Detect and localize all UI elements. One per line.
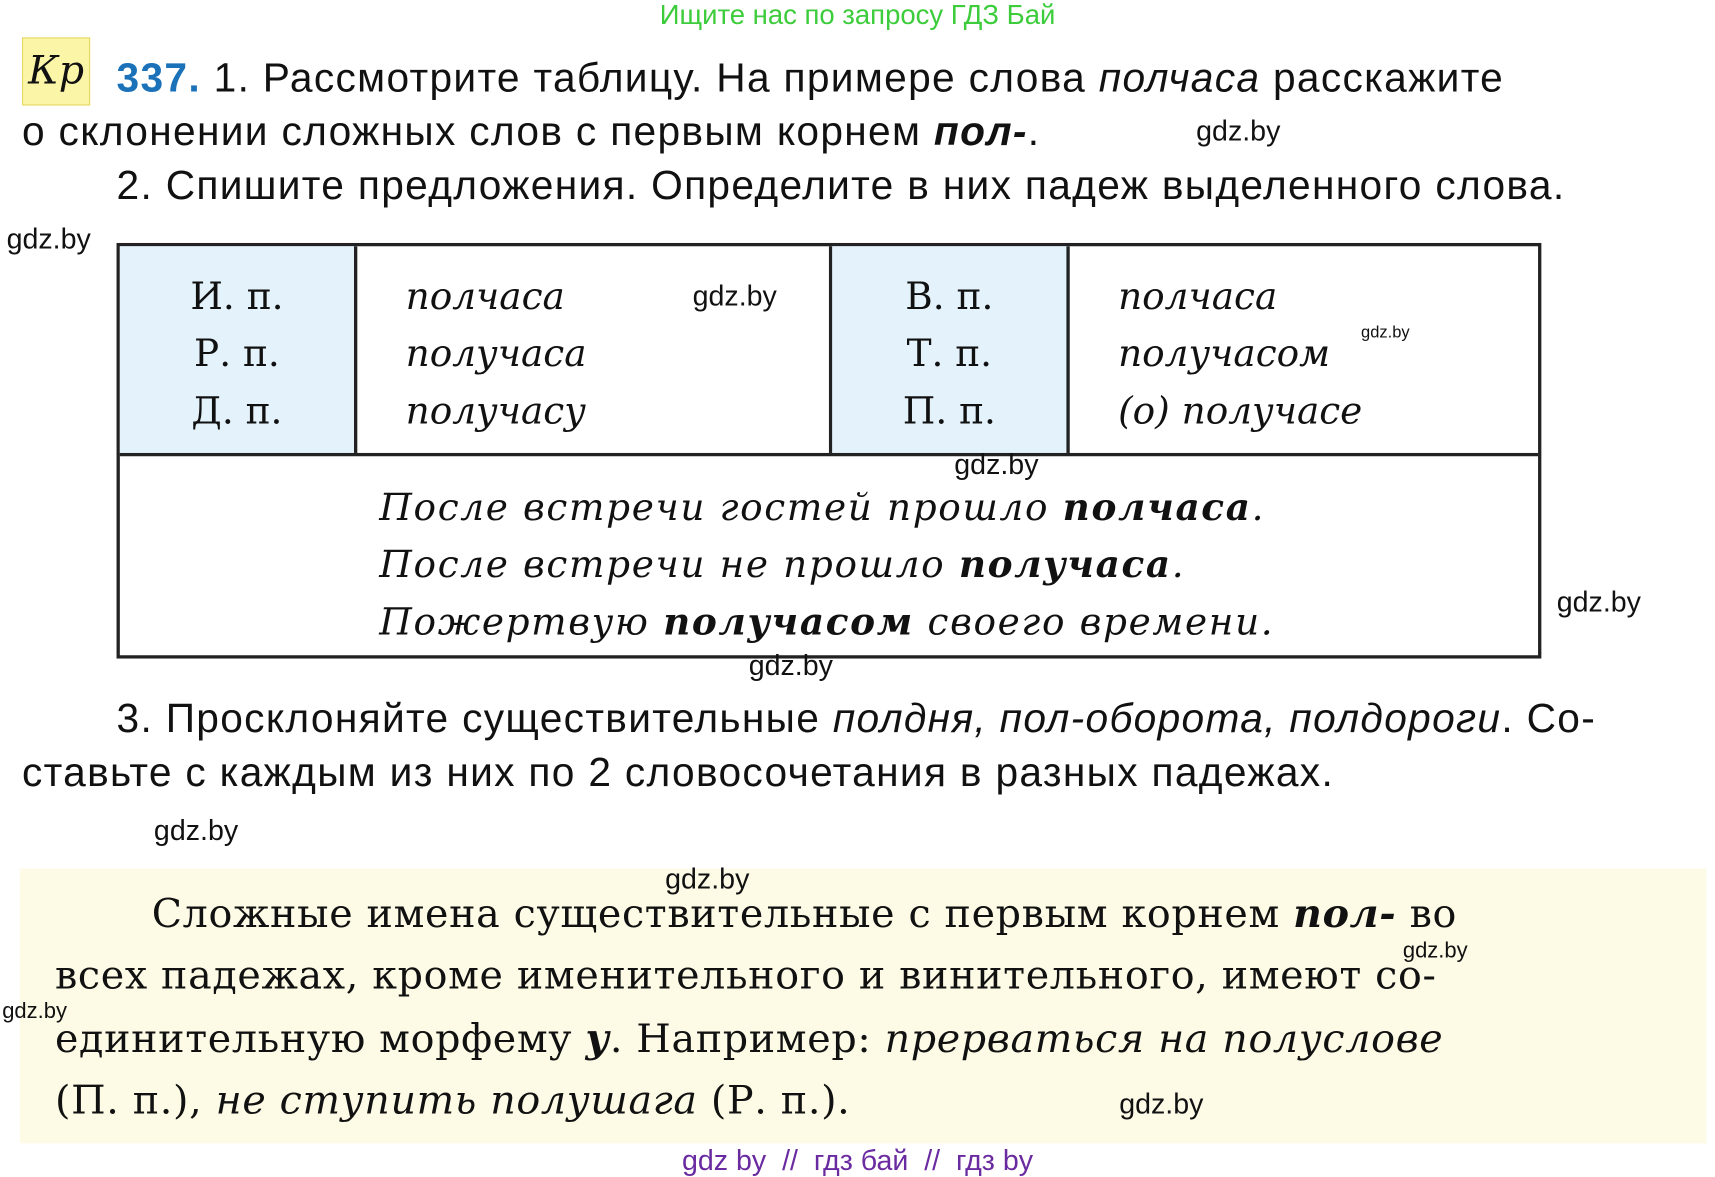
text: 1. Рассмотрите таблицу. На примере слова	[213, 54, 1099, 101]
sentence: Пожертвую получасом своего времени.	[379, 600, 1275, 645]
exercise-number: 337.	[116, 54, 202, 101]
rule-line: всех падежах, кроме именительного и винительного, имеют со-	[54, 953, 1437, 999]
text: расскажите	[1260, 54, 1505, 101]
watermark: gdz.by	[954, 447, 1039, 481]
form: получаса	[405, 332, 587, 376]
example-sentences	[379, 479, 1274, 651]
form: полчаса	[1118, 274, 1278, 319]
forms-left	[357, 246, 832, 453]
watermark: gdz.by	[665, 861, 750, 895]
rule-line: единительную морфему у. Например: прерваться на полуслове	[54, 1015, 1444, 1063]
watermark: gdz.by	[748, 648, 833, 682]
task2: 2. Спишите предложения. Определите в них падеж выделенного слова.	[116, 162, 1566, 208]
sentence: После встречи гостей прошло полчаса.	[379, 485, 1266, 530]
watermark: gdz.by	[153, 813, 239, 847]
search-banner: Ищите нас по запросу ГДЗ Бай	[659, 0, 1056, 31]
footer-watermark: gdz by // гдз бай // гдз by	[682, 1143, 1034, 1177]
cases-left	[120, 246, 357, 453]
watermark: gdz.by	[1119, 1087, 1204, 1121]
case: В. п.	[905, 274, 994, 319]
watermark: gdz.by	[692, 279, 777, 313]
case: П. п.	[902, 389, 996, 434]
watermark: gdz.by	[1402, 938, 1468, 964]
cases-right	[832, 246, 1069, 453]
case: И. п.	[190, 274, 284, 319]
sentence: После встречи не прошло получаса.	[379, 543, 1186, 588]
watermark: gdz.by	[6, 222, 91, 256]
control-work-badge-icon: Кр	[22, 37, 90, 105]
rule-line: Сложные имена существительные с первым корнем пол- во	[151, 890, 1458, 937]
task1-line1	[117, 55, 1505, 101]
form: полчаса	[405, 274, 565, 319]
word: полчаса	[1098, 54, 1261, 101]
divider	[120, 453, 1538, 456]
watermark: gdz.by	[1556, 584, 1641, 618]
form: (о) получасе	[1118, 389, 1363, 434]
watermark: gdz.by	[2, 999, 67, 1024]
rule-box	[20, 869, 1706, 1144]
rule-line: (П. п.), не ступить полушага (Р. п.).	[54, 1078, 851, 1124]
task3-line1: 3. Просклоняйте существительные полдня, пол-оборота, полдороги. Со-	[116, 695, 1597, 741]
case: Р. п.	[194, 332, 280, 376]
forms-right	[1070, 246, 1543, 453]
text: о склонении сложных слов с первым корнем	[21, 108, 934, 154]
watermark: gdz.by	[1361, 323, 1410, 342]
watermark: gdz.by	[1196, 114, 1281, 148]
form: получасу	[405, 389, 586, 434]
form: получасом	[1118, 332, 1331, 376]
task1-line2	[22, 109, 1040, 155]
root: пол-	[933, 108, 1028, 154]
text: .	[1027, 108, 1041, 154]
case: Т. п.	[906, 332, 993, 376]
case: Д. п.	[191, 389, 283, 434]
task3-line2: ставьте с каждым из них по 2 словосочетания в разных падежах.	[21, 749, 1335, 795]
declension-table	[117, 243, 1542, 659]
